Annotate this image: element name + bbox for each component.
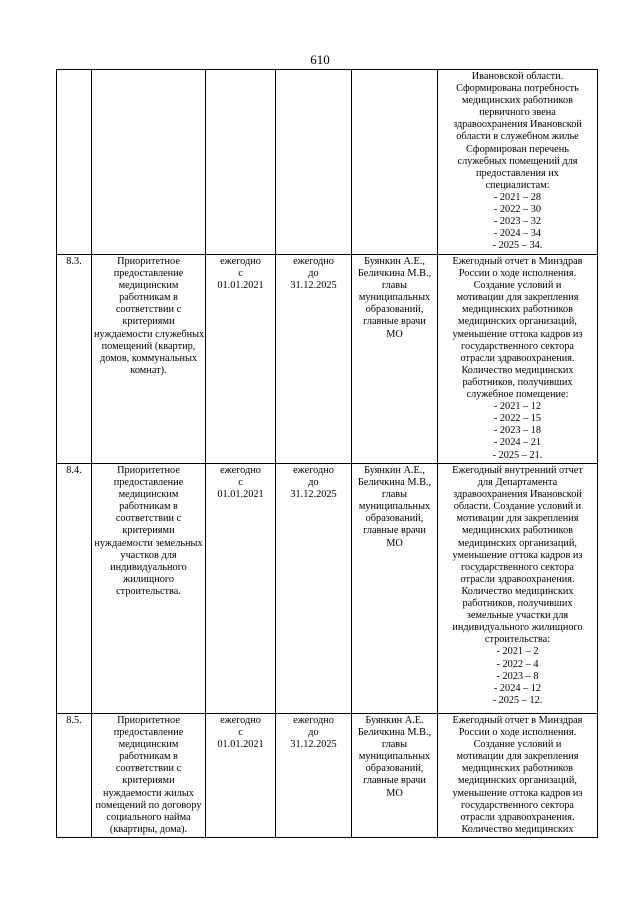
cell-text-line: - 2021 – 12	[493, 401, 542, 413]
cell-text-line: МО	[386, 328, 403, 340]
cell-text-line: работникам в	[119, 292, 178, 304]
cell-text-line: критериями	[122, 775, 175, 787]
cell-text-line: муниципальных	[358, 292, 431, 304]
cell-text-line: России о ходе исполнения.	[458, 268, 577, 280]
measure-cell	[92, 464, 206, 714]
cell-text-line: 31.12.2025	[290, 739, 337, 751]
cell-text-line: жилищного	[123, 573, 174, 585]
table-row	[57, 255, 598, 464]
cell-text-line: служебных помещений для	[457, 155, 578, 167]
cell-text-line: Буянкин А.Е.	[365, 715, 424, 726]
cell-text-line: Ивановской области.	[471, 71, 564, 82]
cell-text-line: - 2023 – 8	[496, 670, 539, 682]
result-cell	[438, 70, 598, 255]
cell-text-line: медицинских организаций,	[458, 316, 577, 328]
cell-text-line: отрасли здравоохранения.	[460, 573, 575, 585]
cell-text-line: государственного сектора	[461, 561, 574, 573]
cell-text-line: нуждаемости жилых	[103, 787, 194, 799]
cell-text-line: работников, получивших	[462, 376, 573, 388]
cell-text-line: Ежегодный отчет в Минздрав	[452, 256, 583, 267]
cell-text-line: 31.12.2025	[290, 489, 337, 501]
cell-text-line: образований,	[365, 304, 424, 316]
page-number: 610	[310, 52, 330, 67]
cell-text-line: МО	[386, 537, 403, 549]
cell-text-line: ежегодно	[293, 465, 334, 476]
cell-text-line: ежегодно	[220, 465, 261, 476]
cell-text-line: (квартиры, дома).	[109, 823, 188, 835]
cell-text-line: государственного сектора	[461, 799, 574, 811]
cell-text-line: Буянкин А.Е.,	[364, 465, 425, 476]
cell-text-line: - 2023 – 32	[493, 216, 542, 228]
cell-text-line: - 2024 – 21	[493, 437, 542, 449]
cell-text-line: работникам в	[119, 751, 178, 763]
cell-text-line: Буянкин А.Е.,	[364, 256, 425, 267]
cell-text-line: до	[308, 268, 319, 280]
cell-text-line: ежегодно	[293, 256, 334, 267]
cell-text-line: до	[308, 477, 319, 489]
responsible-cell	[352, 70, 438, 255]
cell-text-line: Количество медицинских	[461, 364, 574, 376]
cell-text-line: уменьшение оттока кадров из	[452, 787, 583, 799]
start-date-cell	[206, 464, 276, 714]
cell-text-line: отрасли здравоохранения.	[460, 352, 575, 364]
cell-text-line: соответствии с	[115, 513, 182, 525]
cell-text-line: строительства.	[116, 585, 181, 597]
cell-text-line: здравоохранения Ивановской	[453, 489, 582, 501]
result-cell	[438, 714, 598, 838]
cell-text-line: уменьшение оттока кадров из	[452, 549, 583, 561]
cell-text-line: Сформирован перечень	[466, 143, 569, 155]
cell-text-line: - 2025 – 12.	[492, 694, 543, 706]
cell-text-line: главы	[381, 739, 408, 751]
end-date-cell	[276, 464, 352, 714]
cell-text-line: ежегодно	[220, 256, 261, 267]
cell-text-line: 31.12.2025	[290, 280, 337, 292]
cell-text-line: - 2024 – 34	[493, 228, 542, 240]
cell-text-line: Создание условий и	[473, 280, 562, 292]
cell-text-line: Беличкина М.В.,	[357, 268, 432, 280]
cell-text-line: муниципальных	[358, 501, 431, 513]
responsible-cell	[352, 464, 438, 714]
cell-text-line: индивидуального	[110, 561, 187, 573]
cell-text-line: мотивации для закрепления	[456, 751, 579, 763]
row-number: 8.3.	[57, 255, 92, 464]
cell-text-line: для Департамента	[477, 477, 558, 489]
cell-text-line: соответствии с	[115, 763, 182, 775]
cell-text-line: образований,	[365, 763, 424, 775]
start-date-cell	[206, 255, 276, 464]
cell-text-line: - 2022 – 4	[496, 658, 539, 670]
cell-text-line: критериями	[122, 525, 175, 537]
cell-text-line: МО	[386, 787, 403, 799]
cell-text-line: предоставление	[113, 477, 184, 489]
cell-text-line: - 2021 – 2	[496, 646, 539, 658]
cell-text-line: специалистам:	[485, 179, 550, 191]
cell-text-line: - 2022 – 30	[493, 204, 542, 216]
cell-text-line: помещений (квартир,	[101, 340, 196, 352]
table-row	[57, 714, 598, 838]
responsible-cell	[352, 255, 438, 464]
cell-text-line: здравоохранения Ивановской	[453, 119, 582, 131]
cell-text-line: 01.01.2021	[217, 280, 264, 292]
result-cell	[438, 255, 598, 464]
end-date-cell	[276, 255, 352, 464]
cell-text-line: нуждаемости земельных	[94, 537, 203, 549]
cell-text-line: Приоритетное	[117, 715, 180, 726]
cell-text-line: Беличкина М.В.,	[357, 477, 432, 489]
measures-table	[56, 69, 598, 838]
row-number: 8.4.	[57, 464, 92, 714]
cell-text-line: строительства:	[484, 634, 551, 646]
table-row	[57, 70, 598, 255]
cell-text-line: медицинским	[118, 280, 179, 292]
cell-text-line: медицинских организаций,	[458, 775, 577, 787]
cell-text-line: Создание условий и	[473, 739, 562, 751]
result-cell	[438, 464, 598, 714]
cell-text-line: земельные участки для	[466, 610, 569, 622]
cell-text-line: медицинских работников	[461, 525, 574, 537]
cell-text-line: медицинских работников	[461, 304, 574, 316]
cell-text-line: медицинским	[118, 489, 179, 501]
cell-text-line: работникам в	[119, 501, 178, 513]
row-number	[57, 70, 92, 255]
cell-text-line: первичного звена	[479, 107, 556, 119]
cell-text-line: области в служебном жилье	[456, 131, 579, 143]
cell-text-line: Количество медицинских	[461, 585, 574, 597]
cell-text-line: нуждаемости служебных	[94, 328, 205, 340]
cell-text-line: - 2025 – 21.	[492, 449, 543, 461]
cell-text-line: с	[238, 727, 243, 739]
end-date-cell	[276, 70, 352, 255]
cell-text-line: медицинским	[118, 739, 179, 751]
cell-text-line: Беличкина М.В.,	[357, 727, 432, 739]
cell-text-line: - 2022 – 15	[493, 413, 542, 425]
cell-text-line: России о ходе исполнения.	[458, 727, 577, 739]
cell-text-line: медицинских работников	[461, 763, 574, 775]
cell-text-line: соответствии с	[115, 304, 182, 316]
cell-text-line: - 2024 – 12	[493, 682, 542, 694]
cell-text-line: - 2023 – 18	[493, 425, 542, 437]
cell-text-line: помещений по договору	[95, 799, 202, 811]
start-date-cell	[206, 714, 276, 838]
cell-text-line: Приоритетное	[117, 465, 180, 476]
cell-text-line: главные врачи	[363, 316, 426, 328]
cell-text-line: 01.01.2021	[217, 489, 264, 501]
cell-text-line: социального найма	[106, 811, 191, 823]
cell-text-line: критериями	[122, 316, 175, 328]
cell-text-line: уменьшение оттока кадров из	[452, 328, 583, 340]
cell-text-line: предоставление	[113, 268, 184, 280]
cell-text-line: комнат).	[130, 364, 167, 376]
row-number: 8.5.	[57, 714, 92, 838]
cell-text-line: образований,	[365, 513, 424, 525]
cell-text-line: с	[238, 268, 243, 280]
cell-text-line: домов, коммунальных	[99, 352, 198, 364]
measure-cell	[92, 255, 206, 464]
start-date-cell	[206, 70, 276, 255]
cell-text-line: служебное помещение:	[466, 389, 569, 401]
cell-text-line: муниципальных	[358, 751, 431, 763]
end-date-cell	[276, 714, 352, 838]
cell-text-line: Ежегодный внутренний отчет	[452, 465, 583, 476]
cell-text-line: предоставление	[113, 727, 184, 739]
cell-text-line: участков для	[120, 549, 177, 561]
cell-text-line: с	[238, 477, 243, 489]
cell-text-line: Количество медицинских	[461, 823, 574, 835]
cell-text-line: - 2021 – 28	[493, 191, 542, 203]
cell-text-line: Ежегодный отчет в Минздрав	[452, 715, 583, 726]
cell-text-line: Сформирована потребность	[456, 83, 579, 95]
cell-text-line: главы	[381, 280, 408, 292]
cell-text-line: ежегодно	[220, 715, 261, 726]
cell-text-line: медицинских организаций,	[458, 537, 577, 549]
cell-text-line: мотивации для закрепления	[456, 292, 579, 304]
cell-text-line: государственного сектора	[461, 340, 574, 352]
cell-text-line: главные врачи	[363, 775, 426, 787]
cell-text-line: ежегодно	[293, 715, 334, 726]
cell-text-line: индивидуального жилищного	[452, 622, 583, 634]
cell-text-line: главные врачи	[363, 525, 426, 537]
cell-text-line: мотивации для закрепления	[456, 513, 579, 525]
cell-text-line: отрасли здравоохранения.	[460, 811, 575, 823]
cell-text-line: предоставления их	[476, 167, 559, 179]
measure-cell	[92, 714, 206, 838]
cell-text-line: области. Создание условий и	[453, 501, 582, 513]
cell-text-line: - 2025 – 34.	[492, 240, 543, 252]
cell-text-line: медицинских работников	[461, 95, 574, 107]
responsible-cell	[352, 714, 438, 838]
cell-text-line: работников, получивших	[462, 598, 573, 610]
cell-text-line: главы	[381, 489, 408, 501]
measure-cell	[92, 70, 206, 255]
cell-text-line: Приоритетное	[117, 256, 180, 267]
table-row	[57, 464, 598, 714]
cell-text-line: до	[308, 727, 319, 739]
cell-text-line: 01.01.2021	[217, 739, 264, 751]
